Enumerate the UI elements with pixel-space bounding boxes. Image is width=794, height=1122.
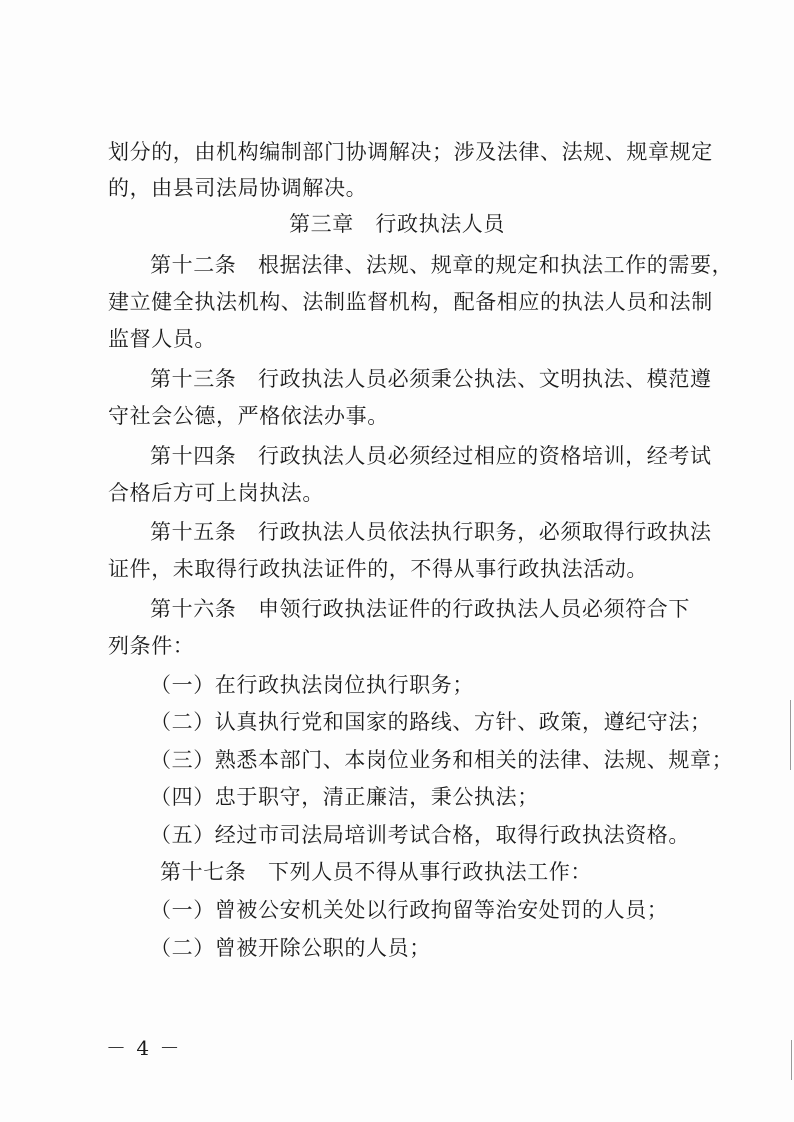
scan-edge-mark xyxy=(790,700,791,770)
list-item: （一）在行政执法岗位执行职务； xyxy=(150,673,474,697)
text-line: 列条件： xyxy=(108,634,195,658)
list-item: （二）曾被开除公职的人员； xyxy=(150,936,431,960)
list-item: （一）曾被公安机关处以行政拘留等治安处罚的人员； xyxy=(150,898,669,922)
list-item: （二）认真执行党和国家的路线、方针、政策，遵纪守法； xyxy=(150,710,712,734)
text-line: 第十四条 行政执法人员必须经过相应的资格培训，经考试 xyxy=(150,444,712,468)
scan-edge-mark xyxy=(791,1040,792,1080)
text-line: 划分的，由机构编制部门协调解决；涉及法律、法规、规章规定 xyxy=(108,140,713,164)
text-line: 建立健全执法机构、法制监督机构，配备相应的执法人员和法制 xyxy=(108,290,713,314)
list-item: （五）经过市司法局培训考试合格，取得行政执法资格。 xyxy=(150,823,690,847)
text-line: 第十五条 行政执法人员依法执行职务，必须取得行政执法 xyxy=(150,520,712,544)
text-line: 第十六条 申领行政执法证件的行政执法人员必须符合下 xyxy=(150,597,690,621)
chapter-title: 第三章 行政执法人员 xyxy=(289,212,505,236)
text-line: 的，由县司法局协调解决。 xyxy=(108,176,368,200)
text-line: 第十二条 根据法律、法规、规章的规定和执法工作的需要， xyxy=(150,253,734,277)
text-line: 合格后方可上岗执法。 xyxy=(108,481,324,505)
text-line: 监督人员。 xyxy=(108,327,216,351)
text-line: 守社会公德，严格依法办事。 xyxy=(108,404,389,428)
text-line: 第十七条 下列人员不得从事行政执法工作： xyxy=(160,860,592,884)
list-item: （三）熟悉本部门、本岗位业务和相关的法律、法规、规章； xyxy=(150,748,734,772)
text-line: 第十三条 行政执法人员必须秉公执法、文明执法、模范遵 xyxy=(150,367,712,391)
page-number: － 4 － xyxy=(106,1036,182,1060)
list-item: （四）忠于职守，清正廉洁，秉公执法； xyxy=(150,785,539,809)
text-line: 证件，未取得行政执法证件的，不得从事行政执法活动。 xyxy=(108,557,648,581)
